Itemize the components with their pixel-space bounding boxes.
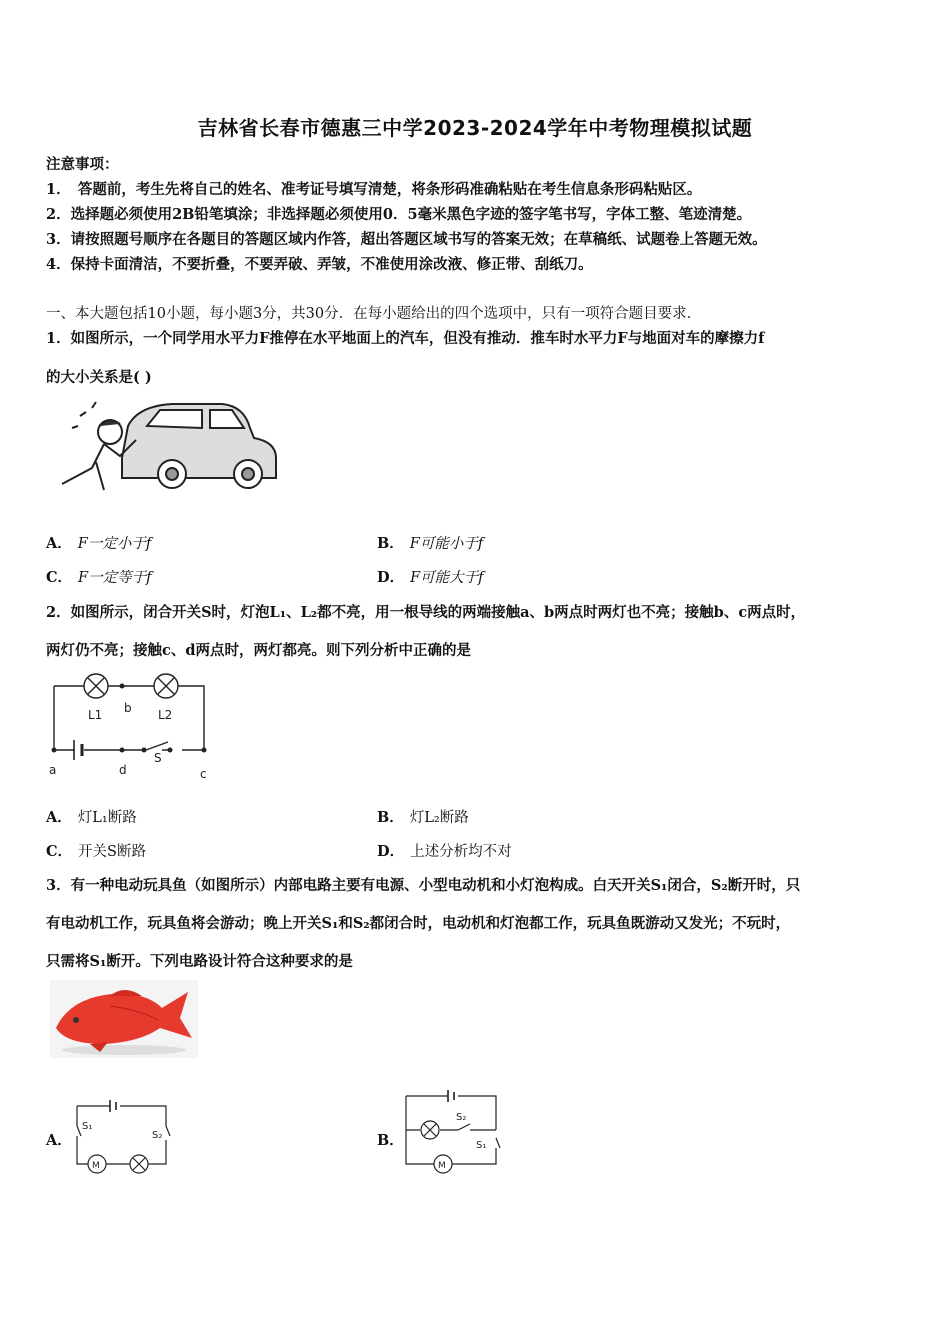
q3-stem-line3: 只需将S₁断开。下列电路设计符合这种要求的是 bbox=[46, 953, 353, 970]
option-key: B． bbox=[377, 535, 404, 552]
q1-option-d[interactable] bbox=[377, 566, 484, 587]
q3-stem-line2: 有电动机工作，玩具鱼将会游动；晚上开关S₁和S₂都闭合时，电动机和灯泡都工作，玩具鱼既游动又发光；不玩时， bbox=[46, 915, 791, 932]
label-motor: M bbox=[92, 1161, 100, 1171]
label-a: a bbox=[49, 763, 57, 777]
q3-option-a-circuit[interactable] bbox=[70, 1096, 180, 1178]
q1-option-b[interactable] bbox=[377, 532, 483, 553]
option-key: C． bbox=[46, 569, 73, 586]
option-text: F可能小于f bbox=[409, 536, 484, 552]
label-motor: M bbox=[438, 1161, 446, 1171]
option-text: 灯L₁断路 bbox=[77, 810, 137, 826]
label-s1: S₁ bbox=[82, 1121, 93, 1132]
option-key: A． bbox=[46, 535, 72, 552]
q1-stem-line2: 的大小关系是( ) bbox=[46, 369, 152, 386]
q1-stem-line1: 1．如图所示，一个同学用水平力F推停在水平地面上的汽车，但没有推动．推车时水平力F与地面对车的摩擦力f bbox=[46, 330, 765, 347]
label-s2: S₂ bbox=[456, 1112, 467, 1123]
q2-stem-line2: 两灯仍不亮；接触c、d两点时，两灯都亮。则下列分析中正确的是 bbox=[46, 642, 471, 659]
q1-push-car-figure bbox=[52, 398, 280, 498]
q2-stem-line1: 2．如图所示，闭合开关S时，灯泡L₁、L₂都不亮，用一根导线的两端接触a、b两点时两灯也不亮；接触b、c两点时， bbox=[46, 604, 806, 621]
option-key: B． bbox=[377, 1132, 404, 1149]
label-s1: S₁ bbox=[476, 1140, 487, 1151]
option-key: B． bbox=[377, 809, 404, 826]
label-s: S bbox=[154, 751, 162, 765]
q2-option-b[interactable] bbox=[377, 806, 469, 827]
q1-option-c[interactable] bbox=[46, 566, 151, 587]
q3-option-b-circuit[interactable] bbox=[400, 1086, 510, 1178]
notice-item-3: 3．请按照题号顺序在各题目的答题区域内作答，超出答题区域书写的答案无效；在草稿纸、试题卷上答题无效。 bbox=[46, 231, 767, 248]
option-text: F可能大于f bbox=[410, 570, 484, 586]
label-s2: S₂ bbox=[152, 1130, 163, 1141]
q2-option-a[interactable] bbox=[46, 806, 137, 827]
section-heading: 一、本大题包括10小题，每小题3分，共30分．在每小题给出的四个选项中，只有一项符合题目要求． bbox=[46, 306, 702, 322]
option-text: F一定等于f bbox=[78, 570, 152, 586]
notice-item-2: 2．选择题必须使用2B铅笔填涂；非选择题必须使用0．5毫米黑色字迹的签字笔书写，字体工整、笔迹清楚。 bbox=[46, 206, 752, 223]
option-text: 上述分析均不对 bbox=[410, 844, 512, 860]
page-title: 吉林省长春市德惠三中学2023-2024学年中考物理模拟试题 bbox=[197, 116, 753, 140]
q3-stem-line1: 3．有一种电动玩具鱼（如图所示）内部电路主要有电源、小型电动机和小灯泡构成。白天开关S₁闭合，S₂断开时，只 bbox=[46, 877, 801, 894]
q2-option-d[interactable] bbox=[377, 840, 512, 861]
label-l1: L1 bbox=[88, 708, 103, 722]
label-d: d bbox=[119, 763, 127, 777]
q2-option-c[interactable] bbox=[46, 840, 146, 861]
option-text: 灯L₂断路 bbox=[409, 810, 469, 826]
option-key: D． bbox=[377, 569, 405, 586]
option-key: C． bbox=[46, 843, 73, 860]
q3-toy-fish-figure bbox=[50, 980, 198, 1058]
option-key: D． bbox=[377, 843, 405, 860]
option-key: A． bbox=[46, 1132, 72, 1149]
notice-heading: 注意事项： bbox=[46, 156, 119, 173]
label-c: c bbox=[200, 767, 207, 781]
notice-item-1: 1． 答题前，考生先将自己的姓名、准考证号填写清楚，将条形码准确粘贴在考生信息条形码粘贴区。 bbox=[46, 181, 702, 198]
label-b: b bbox=[124, 701, 132, 715]
q1-option-a[interactable] bbox=[46, 532, 151, 553]
option-text: F一定小于f bbox=[77, 536, 152, 552]
label-l2: L2 bbox=[158, 708, 173, 722]
notice-item-4: 4．保持卡面清洁，不要折叠，不要弄破、弄皱，不准使用涂改液、修正带、刮纸刀。 bbox=[46, 256, 593, 273]
option-text: 开关S断路 bbox=[78, 844, 146, 860]
option-key: A． bbox=[46, 809, 72, 826]
q2-circuit-diagram bbox=[44, 670, 219, 785]
